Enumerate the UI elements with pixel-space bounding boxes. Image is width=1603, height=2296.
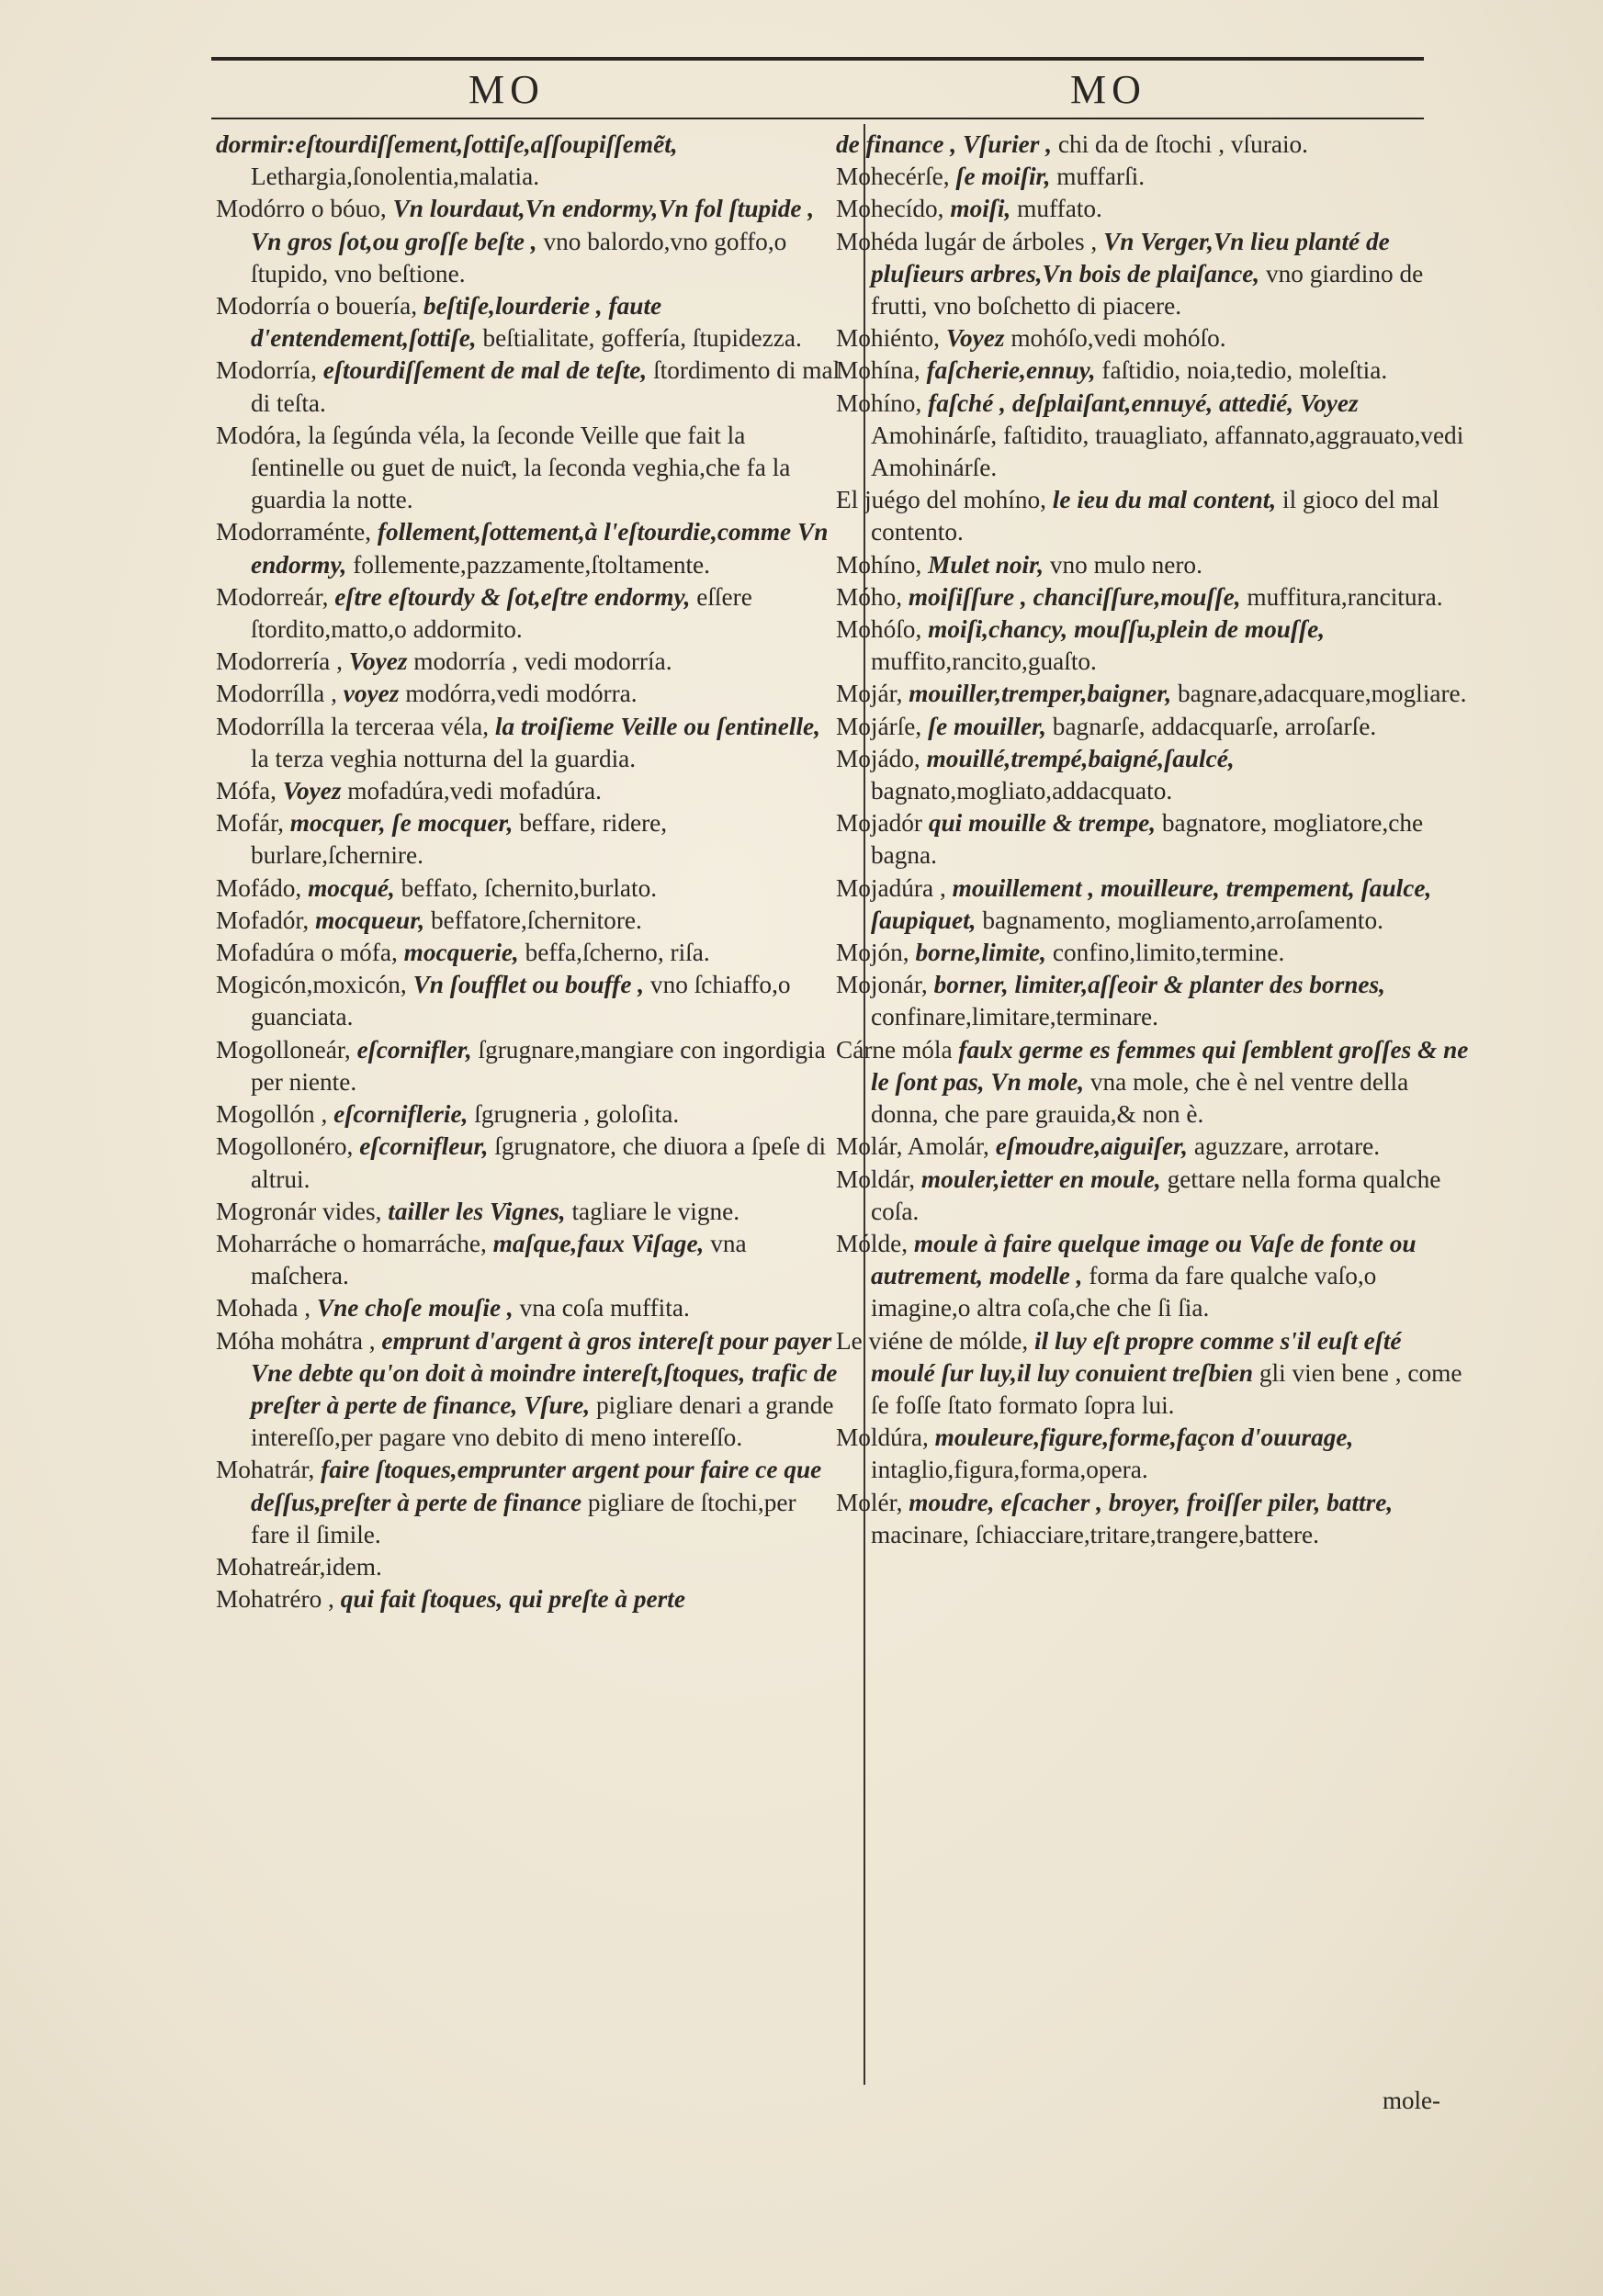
entry-italian: vno giardino de frutti, vno boſchetto di piacere. <box>871 259 1424 321</box>
entry-italian: la ſegúnda véla, la ſeconde Veille que fait la ſentinelle ou guet de nuiƈt, la ſeconda veghia,che fa la guardia la notte. <box>251 421 791 514</box>
entry-french: moudre, eſcacher , broyer, froiſſer piler, battre, <box>909 1488 1394 1516</box>
dictionary-entry <box>836 1164 1470 1228</box>
dictionary-entry <box>836 549 1470 581</box>
entry-headword: Mojadór <box>836 809 929 838</box>
dictionary-entry <box>216 1098 841 1131</box>
entry-italian: vno ſchiaffo,o guanciata. <box>251 971 791 1031</box>
entry-italian: mofadúra,vedi mofadúra. <box>347 777 602 805</box>
entry-headword: Modórro o bóuo, <box>216 195 393 223</box>
entry-french: mouler,ietter en moule, <box>920 1165 1168 1193</box>
entry-italian: confino,limito,termine. <box>1052 939 1285 967</box>
entry-headword: Mohatrár, <box>216 1456 322 1484</box>
dictionary-entry <box>836 1422 1470 1486</box>
dictionary-entry <box>836 1228 1470 1325</box>
entry-french: mouillé,trempé,baigné,ſaulcé, <box>926 744 1235 772</box>
entry-italian: vna coſa muffita. <box>519 1294 690 1322</box>
entry-french: le ieu du mal content, <box>1052 486 1283 514</box>
entry-headword: Modóra, <box>216 421 309 449</box>
entry-french: eſtourdiſſement de mal de teſte, <box>322 356 654 385</box>
entry-french: mocquer, ſe mocquer, <box>289 809 520 838</box>
entry-headword: Mofadúra o mófa, <box>216 939 404 967</box>
entry-headword: Mohatreár,idem. <box>216 1552 382 1581</box>
entry-headword: Modorrílla la terceraa véla, <box>216 712 495 740</box>
entry-french: beſtiſe,lourderie , faute d'entendement,ſottiſe, <box>251 292 662 353</box>
entry-italian: eſſere ſtordito,matto,o addormito. <box>251 582 752 644</box>
entry-headword: Modorraménte, <box>216 518 378 546</box>
entry-headword: Molár, Amolár, <box>836 1132 996 1161</box>
entry-french: eſtre eſtourdy & ſot,eſtre endormy, <box>334 582 697 611</box>
entry-headword: Molér, <box>836 1488 909 1516</box>
entry-headword: Mofadór, <box>216 906 316 934</box>
entry-italian: bagnare,adacquare,mogliare. <box>1178 680 1467 708</box>
entry-french: Mulet noir, <box>928 550 1050 579</box>
entry-italian: vna maſchera. <box>251 1229 747 1290</box>
entry-headword: Mojón, <box>836 939 916 967</box>
entry-italian: intaglio,figura,forma,opera. <box>871 1456 1148 1484</box>
entry-italian: bagnatore, mogliatore,che bagna. <box>871 809 1424 870</box>
entry-headword: Mojádo, <box>836 744 927 772</box>
entry-french: faulx germe es femmes qui ſemblent groſſes & ne le ſont pas, Vn mole, <box>871 1035 1469 1096</box>
entry-italian: vno balordo,vno goffo,o ſtupido, vno beſtione. <box>251 227 787 287</box>
dictionary-entry <box>836 355 1470 387</box>
dictionary-entry <box>836 969 1470 1033</box>
entry-headword: Mofár, <box>216 809 290 838</box>
dictionary-entry <box>836 1034 1470 1131</box>
entry-french: mocquerie, <box>403 939 525 967</box>
entry-french: voyez <box>343 680 406 708</box>
running-header-right: MO <box>1070 67 1146 112</box>
dictionary-entry <box>216 937 841 969</box>
entry-french: moiſi, <box>950 195 1018 223</box>
entry-italian: aguzzare, arrotare. <box>1193 1132 1381 1161</box>
dictionary-entry <box>836 743 1470 807</box>
entry-french: mocqué, <box>308 873 401 902</box>
catchword: mole- <box>1383 2087 1440 2114</box>
dictionary-entry <box>216 1131 841 1195</box>
entry-italian: follemente,pazzamente,ſtoltamente. <box>353 550 710 579</box>
dictionary-entry <box>216 775 841 807</box>
right-column <box>836 129 1470 1551</box>
entry-headword: Mogronár vides, <box>216 1197 389 1225</box>
entry-headword: Mohóſo, <box>836 615 929 644</box>
dictionary-entry <box>216 193 841 290</box>
dictionary-entry <box>216 355 841 419</box>
dictionary-entry <box>216 1551 841 1583</box>
dictionary-entry <box>836 129 1470 161</box>
entry-french: mocqueur, <box>315 906 431 934</box>
entry-italian: gettare nella forma qualche coſa. <box>871 1165 1441 1225</box>
dictionary-entry <box>836 581 1470 613</box>
entry-headword: Mohéda lugár de árboles , <box>836 227 1104 255</box>
entry-italian: la terza veghia notturna del la guardia. <box>251 744 637 772</box>
entry-italian: modórra,vedi modórra. <box>405 680 638 708</box>
entry-headword: Moldár, <box>836 1165 921 1193</box>
entry-headword: Mogollonéro, <box>216 1132 360 1161</box>
entry-headword: Móha mohátra , <box>216 1326 382 1355</box>
entry-french: de finance , Vſurier , <box>836 130 1058 158</box>
entry-headword: Cárne móla <box>836 1035 959 1064</box>
entry-french: Vn lourdaut,Vn endormy,Vn fol ſtupide , Vn gros ſot,ou groſſe beſte , <box>251 195 815 255</box>
entry-headword: Mófa, <box>216 777 283 805</box>
entry-french: follement,ſottement,à l'eſtourdie,comme Vn endormy, <box>251 518 829 579</box>
entry-french: eſcornifler, <box>356 1035 479 1064</box>
entry-italian: chi da de ſtochi , vſuraio. <box>1057 130 1309 158</box>
entry-headword: Mojárſe, <box>836 712 929 740</box>
dictionary-entry <box>836 711 1470 743</box>
dictionary-entry <box>216 1228 841 1292</box>
entry-french: ſe moiſir, <box>955 163 1057 191</box>
entry-headword: Mohíno, <box>836 388 929 417</box>
entry-italian: beffare, ridere, burlare,ſchernire. <box>251 809 668 870</box>
entry-italian: pigliare denari a grande intereſſo,per pagare vno debito di meno intereſſo. <box>251 1390 834 1452</box>
dictionary-entry <box>216 1292 841 1324</box>
dictionary-entry <box>836 937 1470 969</box>
entry-french: faire ſtoques,emprunter argent pour faire ce que deſſus,preſter à perte de finance <box>251 1456 822 1516</box>
entry-french: ſe mouiller, <box>928 712 1053 740</box>
entry-french: mouillement , mouilleure, trempement, ſaulce, ſaupiquet, <box>871 873 1432 934</box>
entry-italian: il gioco del mal contento. <box>871 486 1439 546</box>
entry-french: tailler les Vignes, <box>388 1197 572 1225</box>
entry-italian: beſtialitate, goffería, ſtupidezza. <box>482 324 802 353</box>
entry-italian: beffatore,ſchernitore. <box>430 906 642 934</box>
entry-italian: mohóſo,vedi mohóſo. <box>1010 324 1226 353</box>
running-header-left: MO <box>468 67 545 112</box>
dictionary-entry <box>216 129 841 193</box>
entry-italian: macinare, ſchiacciare,tritare,trangere,battere. <box>871 1520 1319 1548</box>
entry-french: la troiſieme Veille ou ſentinelle, <box>494 712 820 740</box>
dictionary-entry <box>216 872 841 905</box>
entry-headword: El juégo del mohíno, <box>836 486 1053 514</box>
entry-french: moiſi,chancy, mouſſu,plein de mouſſe, <box>928 615 1326 644</box>
entry-italian: ſgrugnare,mangiare con ingordigia per niente. <box>251 1035 826 1096</box>
entry-headword: Mogolloneár, <box>216 1035 357 1064</box>
dictionary-entry <box>836 872 1470 937</box>
entry-headword: Mohecído, <box>836 195 951 223</box>
dictionary-entry <box>216 1196 841 1228</box>
entry-headword: Moharráche o homarráche, <box>216 1229 493 1257</box>
dictionary-entry <box>216 1454 841 1551</box>
dictionary-entry <box>216 290 841 355</box>
dictionary-entry <box>216 646 841 678</box>
entry-french: qui mouille & trempe, <box>928 809 1162 838</box>
entry-italian: muffitura,rancitura. <box>1247 582 1443 611</box>
entry-italian: pigliare de ſtochi,per fare il ſimile. <box>251 1488 796 1548</box>
dictionary-entry <box>836 322 1470 355</box>
entry-headword: Mohatréro , <box>216 1585 341 1614</box>
dictionary-entry <box>836 1487 1470 1551</box>
entry-french: eſmoudre,aiguiſer, <box>995 1132 1194 1161</box>
entry-french: Vne choſe mouſie , <box>316 1294 520 1322</box>
dictionary-entry <box>836 613 1470 678</box>
entry-italian: vno mulo nero. <box>1049 550 1202 579</box>
dictionary-entry <box>216 1583 841 1615</box>
entry-italian: tagliare le vigne. <box>571 1197 740 1225</box>
entry-headword: Móho, <box>836 582 909 611</box>
dictionary-entry <box>836 193 1470 225</box>
entry-headword: Mogollón , <box>216 1100 334 1129</box>
entry-french: maſque,faux Viſage, <box>492 1229 711 1257</box>
entry-headword: Modorrería , <box>216 647 349 676</box>
entry-french: borne,limite, <box>915 939 1053 967</box>
left-column <box>216 129 841 1615</box>
dictionary-entry <box>216 420 841 517</box>
entry-headword: Modorría, <box>216 356 323 385</box>
dictionary-entry <box>836 807 1470 872</box>
entry-headword: Mohiénto, <box>836 324 946 353</box>
entry-headword: Mohada , <box>216 1294 317 1322</box>
dictionary-entry <box>836 226 1470 323</box>
entry-headword: Mofádo, <box>216 873 309 902</box>
entry-italian: muffato. <box>1017 195 1102 223</box>
dictionary-entry <box>216 516 841 580</box>
dictionary-entry <box>216 905 841 937</box>
entry-headword: Mojadúra , <box>836 873 953 902</box>
entry-italian: bagnato,mogliato,addacquato. <box>871 777 1173 805</box>
entry-italian: bagnamento, mogliamento,arroſamento. <box>982 906 1383 934</box>
entry-italian: gli vien bene , come ſe foſſe ſtato formato ſopra lui. <box>871 1358 1462 1419</box>
entry-headword: Mohína, <box>836 356 927 385</box>
dictionary-entry <box>216 711 841 775</box>
dictionary-entry <box>836 678 1470 710</box>
entry-french: il luy eſt propre comme s'il euſt eſté moulé ſur luy,il luy conuient treſbien <box>871 1326 1402 1387</box>
entry-italian: vna mole, che è nel ventre della donna, che pare grauida,& non è. <box>871 1067 1409 1129</box>
entry-french: moule à faire quelque image ou Vaſe de fonte ou autrement, modelle , <box>871 1229 1417 1290</box>
entry-headword: Mohíno, <box>836 550 929 579</box>
dictionary-entry <box>836 1131 1470 1163</box>
entry-italian: confinare,limitare,terminare. <box>871 1003 1158 1031</box>
entry-italian: ſtordimento di mal di teſta. <box>251 356 841 417</box>
entry-headword: Mojonár, <box>836 971 934 999</box>
entry-french: moiſiſſure , chanciſſure,mouſſe, <box>908 582 1247 611</box>
entry-headword: Mojár, <box>836 680 909 708</box>
entry-italian: beffa,ſcherno, riſa. <box>525 939 710 967</box>
entry-french: eſcornifleur, <box>359 1132 495 1161</box>
entry-french: eſcorniflerie, <box>333 1100 475 1129</box>
dictionary-entry <box>216 1325 841 1455</box>
entry-french: dormir:eſtourdiſſement,ſottiſe,aſſoupiſſemẽt, <box>216 130 678 158</box>
entry-french: Voyez <box>282 777 348 805</box>
entry-headword: Mólde, <box>836 1229 914 1257</box>
entry-italian: Lethargia,ſonolentia,malatia. <box>251 163 540 191</box>
entry-french: Voyez <box>945 324 1011 353</box>
entry-headword: Le viéne de mólde, <box>836 1326 1035 1355</box>
header-rule <box>211 118 1424 119</box>
entry-french: faſché , deſplaiſant,ennuyé, attedié, Voyez <box>928 388 1359 417</box>
dictionary-entry <box>216 807 841 872</box>
dictionary-entry <box>836 484 1470 548</box>
entry-french: qui fait ſtoques, qui preſte à perte <box>340 1585 685 1614</box>
entry-italian: forma da fare qualche vaſo,o imagine,o altra coſa,che che ſi ſia. <box>871 1262 1377 1322</box>
entry-italian: muffito,rancito,guaſto. <box>871 647 1097 676</box>
dictionary-entry <box>836 388 1470 485</box>
entry-headword: Modorría o bouería, <box>216 292 423 321</box>
entry-italian: faſtidio, noia,tedio, moleſtia. <box>1101 356 1388 385</box>
entry-italian: modorría , vedi modorría. <box>413 647 672 676</box>
entry-italian: ſgrugneria , goloſita. <box>474 1100 680 1129</box>
entry-italian: beffato, ſchernito,burlato. <box>401 873 658 902</box>
entry-french: emprunt d'argent à gros intereſt pour payer Vne debte qu'on doit à moindre intereſt,ſtoques, trafic de preſter à perte de finance, Vſure, <box>251 1326 838 1419</box>
dictionary-entry <box>216 678 841 710</box>
dictionary-entry <box>836 161 1470 193</box>
entry-french: borner, limiter,aſſeoir & planter des bornes, <box>933 971 1385 999</box>
entry-headword: Mogicón,moxicón, <box>216 971 413 999</box>
entry-italian: Amohinárſe, faſtidito, trauagliato, affannato,aggrauato,vedi Amohinárſe. <box>871 421 1464 482</box>
entry-french: Voyez <box>348 647 414 676</box>
entry-headword: Modorrílla , <box>216 680 344 708</box>
entry-italian: ſgrugnatore, che diuora a ſpeſe di altrui. <box>251 1132 827 1193</box>
dictionary-entry <box>216 1034 841 1098</box>
entry-french: Vn ſoufflet ou bouffe , <box>412 971 650 999</box>
dictionary-entry <box>836 1325 1470 1423</box>
entry-french: Vn Verger,Vn lieu planté de pluſieurs arbres,Vn bois de plaiſance, <box>871 227 1390 287</box>
entry-headword: Mohecérſe, <box>836 163 956 191</box>
entry-headword: Moldúra, <box>836 1424 935 1452</box>
entry-headword: Modorreár, <box>216 582 335 611</box>
dictionary-entry <box>216 969 841 1033</box>
entry-french: mouleure,figure,forme,façon d'ouurage, <box>934 1424 1354 1452</box>
dictionary-entry <box>216 581 841 646</box>
entry-french: faſcherie,ennuy, <box>926 356 1102 385</box>
entry-italian: bagnarſe, addacquarſe, arroſarſe. <box>1052 712 1377 740</box>
entry-italian: muffarſi. <box>1056 163 1146 191</box>
top-rule <box>211 57 1424 61</box>
entry-french: mouiller,tremper,baigner, <box>909 680 1178 708</box>
